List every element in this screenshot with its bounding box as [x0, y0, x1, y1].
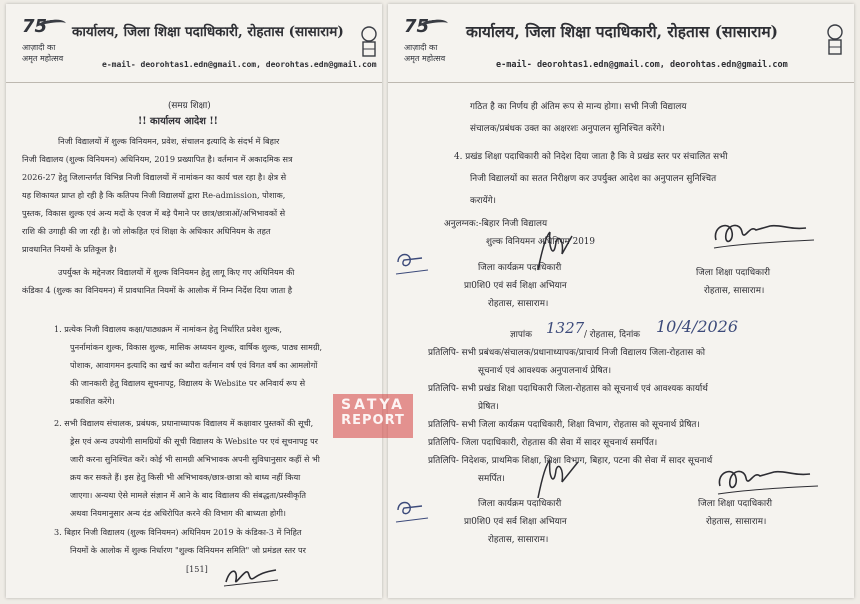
order-heading: !! कार्यालय आदेश !!: [138, 116, 218, 127]
text-line: की जानकारी हेतु विद्यालय सूचनापट्ट, विद्यालय के Website पर अनिवार्य रूप से: [70, 378, 306, 388]
bihar-emblem-icon: [824, 22, 846, 60]
letterhead: [388, 4, 854, 83]
text-line: गठित है का निर्णय ही अंतिम रूप से मान्य होगा। सभी निजी विद्यालय: [470, 102, 687, 112]
dpo-signature-2: [528, 458, 588, 500]
initials-mark-2: [392, 496, 432, 530]
text-line: 2026-27 हेतु जिलान्तर्गत विभिन्न निजी विद्यालयों में नामांकन का कार्य चल रहा है। क्षेत्र से: [22, 172, 287, 182]
text-line: निजी विद्यालय (शुल्क विनियमन) अधिनियम, 2019 प्रख्यापित है। वर्तमान में अकादमिक सत्र: [22, 154, 293, 164]
text-line: 2. सभी विद्यालय संचालक, प्रबंधक, प्रधानाध्यापक विद्यालय में कक्षावार पुस्तकों की सूची,: [54, 418, 314, 428]
text-line: सूचनार्थ एवं आवश्यक अनुपालनार्थ प्रेषित।: [478, 366, 612, 376]
text-line: प्रेषित।: [478, 402, 499, 412]
text-line: प्रतिलिपि- सभी प्रबंधक/संचालक/प्रधानाध्यापक/प्राचार्य निजी विद्यालय जिला-रोहतास को: [428, 348, 706, 358]
text-line: प्रकाशित करेंगे।: [70, 396, 115, 406]
memo-number: 1327: [546, 319, 585, 337]
designation-line: जिला कार्यक्रम पदाधिकारी: [478, 499, 562, 509]
office-title: कार्यालय, जिला शिक्षा पदाधिकारी, रोहतास (सासाराम): [72, 24, 344, 40]
office-title: कार्यालय, जिला शिक्षा पदाधिकारी, रोहतास (सासाराम): [466, 22, 778, 41]
logo-text-line2: अमृत महोत्सव: [22, 54, 64, 63]
azadi-ka-amrit-mahotsav-logo: [404, 16, 446, 68]
deo-signature-1: [710, 216, 820, 256]
text-line: राशि की उगाही की जा रही है। जो लोकहित एवं शिक्षा के अधिकार अधिनियम के तहत: [22, 226, 271, 236]
text-line: प्रतिलिपि- सभी जिला कार्यक्रम पदाधिकारी, शिक्षा विभाग, रोहतास को सूचनार्थ प्रेषित।: [428, 420, 700, 430]
text-line: निजी विद्यालयों का सतत निरीक्षण कर उपर्युक्त आदेश का अनुपालन सुनिश्चित: [470, 174, 717, 184]
text-line: कंडिका 4 (शुल्क का विनियमन) में प्रावधानित नियमों के आलोक में निम्न निर्देश दिया जाता है: [22, 285, 293, 295]
designation-line: रोहतास, सासाराम।: [488, 535, 549, 545]
satya-report-watermark: [333, 394, 413, 438]
memo-date: 10/4/2026: [656, 317, 739, 336]
text-line: नियमों के आलोक में शुल्क निर्धारण "शुल्क विनियमन समिति" जो प्रमंडल स्तर पर: [70, 545, 306, 555]
designation-line: रोहतास, सासाराम।: [704, 286, 765, 296]
text-line: 1. प्रत्येक निजी विद्यालय कक्षा/पाठ्यक्रम में नामांकन हेतु निर्धारित प्रवेश शुल्क,: [54, 324, 282, 334]
memo-place: / रोहतास, दिनांक: [584, 330, 641, 340]
text-line: उपर्युक्त के मद्देनजर विद्यालयों में शुल्क विनियमन हेतु लागू किए गए अधिनियम की: [58, 267, 295, 277]
designation-line: जिला शिक्षा पदाधिकारी: [698, 499, 773, 509]
deo-signature-bottom: [220, 560, 280, 590]
text-line: प्रतिलिपि- सभी प्रखंड शिक्षा पदाधिकारी जिला-रोहतास को सूचनार्थ एवं आवश्यक कार्यार्थ: [428, 384, 708, 394]
text-line: प्रतिलिपि- निदेशक, प्राथमिक शिक्षा, शिक्षा विभाग, बिहार, पटना की सेवा में सादर सूचनार्थ: [428, 456, 713, 466]
left-document-page: [6, 4, 382, 598]
text-line: 4. प्रखंड शिक्षा पदाधिकारी को निदेश दिया जाता है कि वे प्रखंड स्तर पर संचालित सभी: [454, 152, 728, 162]
text-line: जाएगा। अन्यथा ऐसे मामले संज्ञान में आने के बाद विद्यालय की संबद्धता/प्रस्वीकृति: [70, 490, 306, 500]
designation-line: प्रा0शि0 एवं सर्व शिक्षा अभियान: [464, 281, 567, 291]
text-line: निजी विद्यालयों में शुल्क विनियमन, प्रवेश, संचालन इत्यादि के संदर्भ में बिहार: [58, 136, 280, 146]
logo-text-line1: आज़ादी का: [22, 43, 56, 52]
text-line: प्रावधानित नियमों के प्रतिकूल है।: [22, 244, 117, 254]
logo-text-line1: आज़ादी का: [404, 43, 438, 52]
azadi-ka-amrit-mahotsav-logo: [22, 16, 64, 68]
text-line: अथवा नियमानुसार अन्य दंड अधिरोपित करने की विभाग की बाध्यता होगी।: [70, 508, 286, 518]
logo-number: 75: [404, 16, 430, 37]
bihar-emblem-icon: [358, 24, 380, 62]
text-line: पोशाक, आवागमन इत्यादि का खर्च का ब्यौरा वर्तमान वर्ष एवं विगत वर्ष का आमलोगों: [70, 360, 318, 370]
page-number: [151]: [186, 564, 208, 574]
text-line: पुस्तक, विकास शुल्क एवं अन्य मदों के एवज में बड़े पैमाने पर छात्र/छात्राओं/अभिभावकों से: [22, 208, 286, 218]
text-line: संचालक/प्रबंधक उक्त का अक्षरशः अनुपालन सुनिश्चित करेंगे।: [470, 124, 665, 134]
deo-signature-2: [714, 462, 824, 502]
text-line: जारी करना सुनिश्चित करें। कोई भी सामग्री अभिभावक अपनी सुविधानुसार कहीं से भी: [70, 454, 320, 464]
text-line: यह शिकायत प्राप्त हो रही है कि कतिपय निजी विद्यालयों द्वारा Re-admission, पोशाक,: [22, 190, 286, 200]
watermark-line2: REPORT: [341, 413, 405, 428]
designation-line: जिला कार्यक्रम पदाधिकारी: [478, 263, 562, 273]
office-email: e-mail- deorohtas1.edn@gmail.com, deorohtas.edn@gmail.com: [102, 60, 377, 69]
office-email: e-mail- deorohtas1.edn@gmail.com, deorohtas.edn@gmail.com: [496, 60, 788, 70]
subtitle: (समग्र शिक्षा): [168, 101, 211, 111]
right-document-page: [388, 4, 854, 598]
memo-label: ज्ञापांक: [510, 330, 532, 340]
text-line: शुल्क विनियमन अधिनियम 2019: [486, 237, 595, 247]
text-line: क्रय कर सकते हैं। इस हेतु किसी भी अभिभावक/छात्र-छात्रा को बाध्य नहीं किया: [70, 472, 301, 482]
text-line: समर्पित।: [478, 474, 505, 484]
designation-line: प्रा0शि0 एवं सर्व शिक्षा अभियान: [464, 517, 567, 527]
logo-text-line2: अमृत महोत्सव: [404, 54, 446, 63]
letterhead: [6, 4, 382, 83]
text-line: 3. बिहार निजी विद्यालय (शुल्क विनियमन) अधिनियम 2019 के कंडिका-3 में निहित: [54, 527, 302, 537]
watermark-line1: SATYA: [340, 397, 405, 413]
designation-line: जिला शिक्षा पदाधिकारी: [696, 268, 771, 278]
text-line: करायेंगे।: [470, 196, 497, 206]
designation-line: रोहतास, सासाराम।: [488, 299, 549, 309]
text-line: ड्रेस एवं अन्य उपयोगी सामग्रियों की सूची विद्यालय के Website पर एवं सूचनापट्ट पर: [70, 436, 318, 446]
text-line: पुनर्नामांकन शुल्क, विकास शुल्क, मासिक अध्ययन शुल्क, वार्षिक शुल्क, पाठ्य सामग्री,: [70, 342, 323, 352]
text-line: अनुलग्नक:-बिहार निजी विद्यालय: [444, 219, 548, 229]
designation-line: रोहतास, सासाराम।: [706, 517, 767, 527]
text-line: प्रतिलिपि- जिला पदाधिकारी, रोहतास की सेवा में सादर सूचनार्थ समर्पित।: [428, 438, 658, 448]
initials-mark-1: [392, 248, 432, 282]
logo-number: 75: [22, 16, 48, 37]
